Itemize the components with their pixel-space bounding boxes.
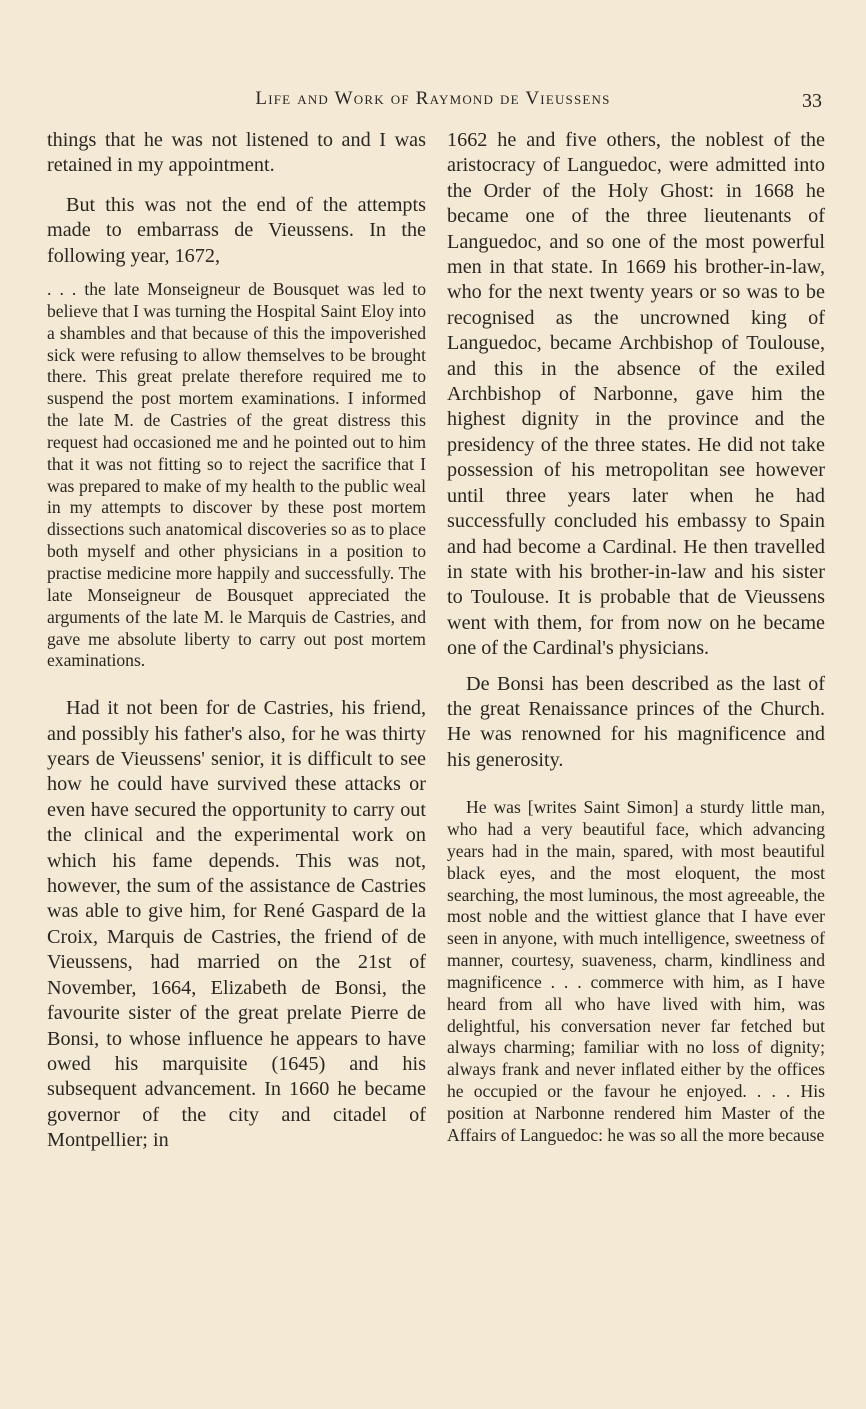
paragraph: Had it not been for de Castries, his friend, and possibly his father's also, for he was thirty years de Vieussens' senior, it is difficult to see how he could have survived these attacks or even have secured the opportunity to carry out the clinical and the experimental work on which his fame depends. This was not, however, the sum of the assistance de Castries was able to give him, for René Gaspard de la Croix, Marquis de Castries, the friend of de Vieussens, had married on the 21st of November, 1664, Elizabeth de Bonsi, the favourite sister of the great prelate Pierre de Bonsi, to whose influence he appears to have owed his marquisite (1645) and his subsequent advancement. In 1660 he became governor of the city and citadel of Montpellier; in xyxy=(47,697,426,1152)
right-column xyxy=(447,128,825,1381)
paragraph: But this was not the end of the attempts made to embarrass de Vieussens. In the following year, 1672, xyxy=(47,193,426,267)
paragraph: things that he was not listened to and I was retained in my appointment. xyxy=(47,129,426,177)
page-header xyxy=(0,88,866,118)
paragraph: 1662 he and five others, the noblest of the aristocracy of Languedoc, were admitted into the Order of the Holy Ghost: in 1668 he became one of the three lieutenants of Languedoc, and so one of the most powerful men in that state. In 1669 his brother-in-law, who for the next twenty years or so was to be recognised as the uncrowned king of Languedoc, became Archbishop of Toulouse, and this in the absence of the exiled Archbishop of Narbonne, gave him the highest dignity in the province and the presidency of the three states. He did not take possession of his metropolitan see however until three years later when he had successfully concluded his embassy to Spain and had become a Cardinal. He then travelled in state with his brother-in-law and his sister to Toulouse. It is probable that de Vieussens went with them, for from now on he became one of the Cardinal's physicians. xyxy=(447,129,825,660)
running-title: Life and Work of Raymond de Vieussens xyxy=(255,88,611,109)
paragraph: De Bonsi has been described as the last of the great Renaissance princes of the Church. He was renowned for his magnificence and his generosity. xyxy=(447,672,825,771)
block-quote: . . . the late Monseigneur de Bousquet was led to believe that I was turning the Hospital Saint Eloy into a shambles and that because of this the impoverished sick were refusing to allow themselves to be brought there. This great prelate therefore required me to suspend the post mortem examinations. I informed the late M. de Castries of the great distress this request had occasioned me and he pointed out to him that it was not fitting so to reject the sacrifice that I was prepared to make of my health to the public weal in my attempts to discover by these post mortem dissections such anatomical discoveries so as to place both myself and other physicians in a position to practise medicine more happily and successfully. The late Monseigneur de Bousquet appreciated the arguments of the late M. le Marquis de Castries, and gave me absolute liberty to carry out post mortem examinations. xyxy=(47,279,426,671)
left-column xyxy=(47,128,426,1381)
page-number: 33 xyxy=(802,90,822,112)
block-quote: He was [writes Saint Simon] a sturdy little man, who had a very beautiful face, which advancing years had in the main, spared, with most beautiful black eyes, and the most eloquent, the most searching, the most luminous, the most agreeable, the most noble and the wittiest glance that I have ever seen in anyone, with much intelligence, sweetness of manner, courtesy, suaveness, charm, kindliness and magnificence . . . commerce with him, as I have heard from all who have lived with him, was delightful, his conversation never far fetched but always charming; familiar with no loss of dignity; always frank and never inflated either by the offices he occupied or the favour he enjoyed. . . . His position at Narbonne rendered him Master of the Affairs of Languedoc: he was so all the more because xyxy=(447,797,825,1145)
